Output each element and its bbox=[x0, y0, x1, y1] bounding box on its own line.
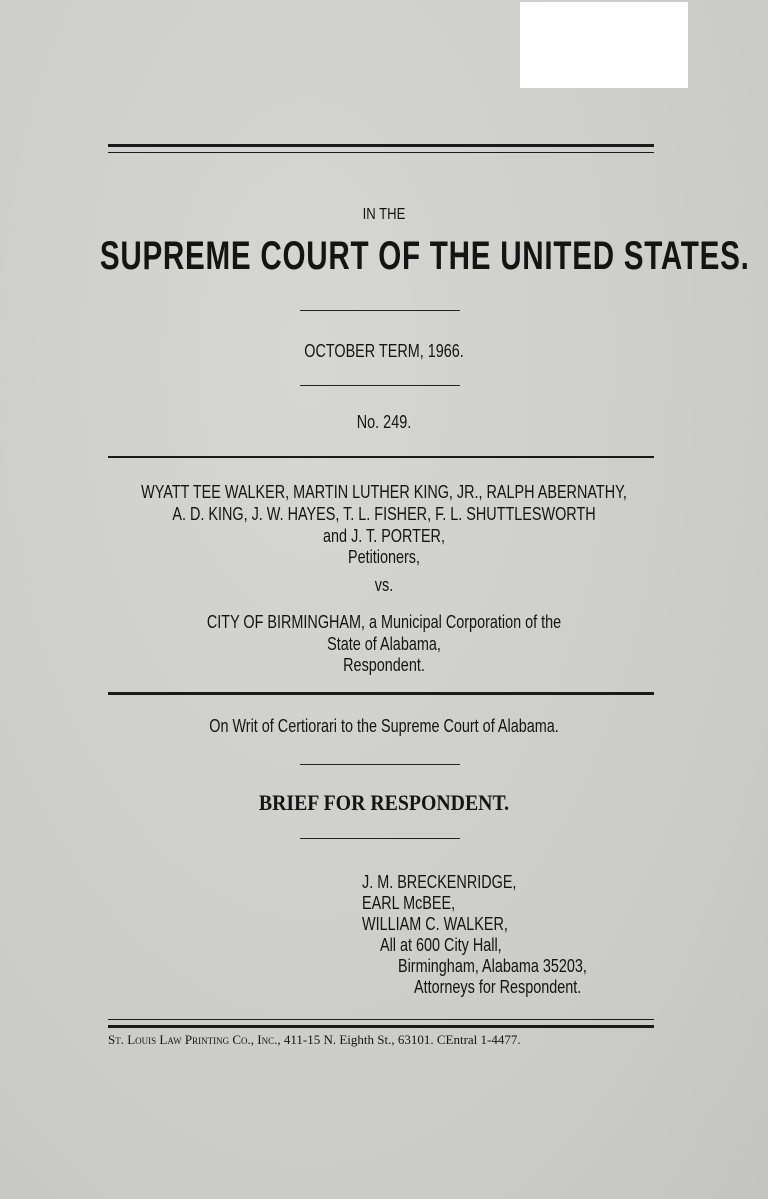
separator-rule bbox=[300, 764, 460, 765]
respondent-line-1: CITY OF BIRMINGHAM, a Municipal Corporation of the bbox=[206, 612, 562, 632]
attorney-name: WILLIAM C. WALKER, bbox=[362, 914, 508, 934]
respondent-line-2: State of Alabama, bbox=[327, 634, 441, 654]
respondent-role: Respondent. bbox=[343, 655, 425, 675]
caption-rule-bottom bbox=[108, 692, 654, 695]
caption-rule-top bbox=[108, 456, 654, 458]
top-rule-thick bbox=[108, 144, 654, 147]
attorney-address-1: All at 600 City Hall, bbox=[380, 935, 502, 955]
separator-rule bbox=[300, 838, 460, 839]
attorney-address-2: Birmingham, Alabama 35203, bbox=[398, 956, 587, 976]
docket-number: No. 249. bbox=[356, 412, 412, 432]
blank-label bbox=[520, 2, 688, 88]
term-line: OCTOBER TERM, 1966. bbox=[304, 341, 464, 361]
in-the-label: IN THE bbox=[362, 206, 406, 223]
writ-line: On Writ of Certiorari to the Supreme Court of Alabama. bbox=[209, 716, 559, 736]
attorney-name: EARL McBEE, bbox=[362, 893, 456, 913]
separator-rule bbox=[300, 385, 460, 386]
printer-imprint bbox=[108, 1032, 654, 1048]
attorney-role: Attorneys for Respondent. bbox=[414, 977, 582, 997]
petitioners-line-2: A. D. KING, J. W. HAYES, T. L. FISHER, F. L. SHUTTLESWORTH bbox=[172, 504, 596, 524]
bottom-rule-thick bbox=[108, 1025, 654, 1028]
brief-title: BRIEF FOR RESPONDENT. bbox=[258, 790, 510, 815]
top-rule-thin bbox=[108, 152, 654, 153]
printer-address: 411-15 N. Eighth St., 63101. bbox=[283, 1032, 434, 1047]
printer-phone: CEntral 1-4477. bbox=[436, 1032, 521, 1047]
attorney-name: J. M. BRECKENRIDGE, bbox=[362, 872, 517, 892]
petitioners-line-1: WYATT TEE WALKER, MARTIN LUTHER KING, JR., RALPH ABERNATHY, bbox=[141, 482, 627, 502]
separator-rule bbox=[300, 310, 460, 311]
petitioners-role: Petitioners, bbox=[347, 547, 421, 567]
printer-name: St. Louis Law Printing Co., Inc., bbox=[108, 1032, 281, 1047]
court-title: SUPREME COURT OF THE UNITED STATES. bbox=[99, 234, 750, 278]
versus: vs. bbox=[374, 575, 394, 595]
bottom-rule-thin bbox=[108, 1019, 654, 1020]
petitioners-line-3: and J. T. PORTER, bbox=[323, 526, 445, 546]
